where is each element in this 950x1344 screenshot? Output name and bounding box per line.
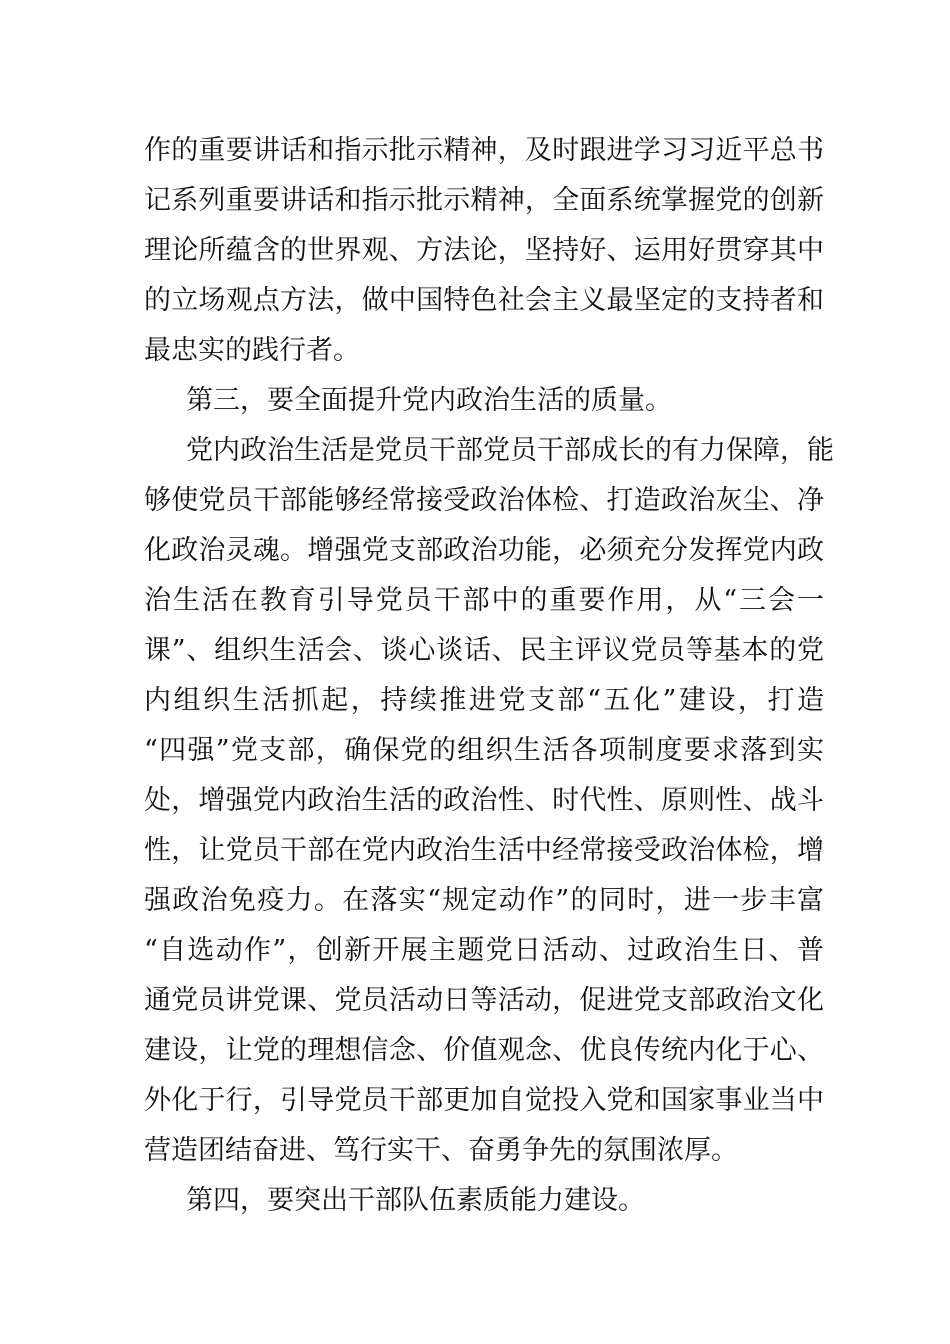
text-line: 强政治免疫力。在落实“规定动作”的同时，进一步丰富 xyxy=(144,885,824,916)
text-line: 处，增强党内政治生活的政治性、时代性、原则性、战斗 xyxy=(144,785,824,816)
document-body xyxy=(144,126,834,1226)
text-line: 通党员讲党课、党员活动日等活动，促进党支部政治文化 xyxy=(144,985,824,1016)
text-line: 作的重要讲话和指示批示精神，及时跟进学习习近平总书 xyxy=(144,135,824,166)
text-line: 营造团结奋进、笃行实干、奋勇争先的氛围浓厚。 xyxy=(144,1135,738,1166)
text-line: 党内政治生活是党员干部党员干部成长的有力保障，能 xyxy=(186,435,834,466)
text-line: 记系列重要讲话和指示批示精神，全面系统掌握党的创新 xyxy=(144,185,824,216)
text-line: 性，让党员干部在党内政治生活中经常接受政治体检，增 xyxy=(144,835,824,866)
text-line: 治生活在教育引导党员干部中的重要作用，从“三会一 xyxy=(144,585,824,616)
section-heading: 第三，要全面提升党内政治生活的质量。 xyxy=(186,385,672,416)
text-line: 外化于行，引导党员干部更加自觉投入党和国家事业当中 xyxy=(144,1085,824,1116)
section-heading: 第四，要突出干部队伍素质能力建设。 xyxy=(186,1185,645,1216)
text-line: “四强”党支部，确保党的组织生活各项制度要求落到实 xyxy=(144,735,824,766)
text-line: 够使党员干部能够经常接受政治体检、打造政治灰尘、净 xyxy=(144,485,824,516)
text-line: “自选动作”，创新开展主题党日活动、过政治生日、普 xyxy=(144,935,824,966)
text-line: 化政治灵魂。增强党支部政治功能，必须充分发挥党内政 xyxy=(144,535,824,566)
text-line: 最忠实的践行者。 xyxy=(144,335,360,366)
text-line: 内组织生活抓起，持续推进党支部“五化”建设，打造 xyxy=(144,685,824,716)
text-line: 理论所蕴含的世界观、方法论，坚持好、运用好贯穿其中 xyxy=(144,235,824,266)
text-line: 建设，让党的理想信念、价值观念、优良传统内化于心、 xyxy=(144,1035,824,1066)
text-line: 的立场观点方法，做中国特色社会主义最坚定的支持者和 xyxy=(144,285,824,316)
text-line: 课”、组织生活会、谈心谈话、民主评议党员等基本的党 xyxy=(144,635,824,666)
